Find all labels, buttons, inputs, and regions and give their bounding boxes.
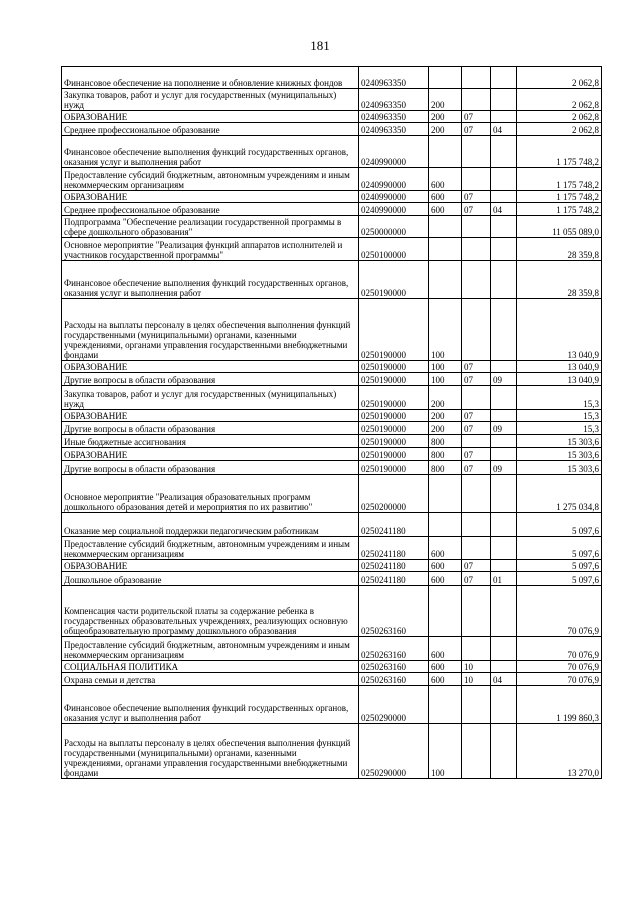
- row-expense-type: 100: [429, 361, 462, 373]
- row-expense-type: [429, 136, 462, 168]
- row-name: СОЦИАЛЬНАЯ ПОЛИТИКА: [62, 661, 359, 673]
- table-row: [62, 673, 602, 686]
- row-expense-type: 600: [429, 191, 462, 203]
- table-row: [62, 560, 602, 572]
- row-expense-type: 100: [429, 724, 462, 779]
- row-name: ОБРАЗОВАНИЕ: [62, 361, 359, 373]
- row-code: 0240963350: [359, 89, 429, 111]
- row-subsection: 01: [491, 572, 517, 586]
- row-section: [462, 637, 491, 661]
- table-row: [62, 661, 602, 673]
- row-section: [462, 686, 491, 724]
- row-subsection: [491, 724, 517, 779]
- row-expense-type: 200: [429, 386, 462, 410]
- row-code: 0250100000: [359, 238, 429, 261]
- row-section: [462, 238, 491, 261]
- row-name: Закупка товаров, работ и услуг для государственных (муниципальных) нужд: [62, 89, 359, 111]
- row-subsection: [491, 238, 517, 261]
- table-row: [62, 111, 602, 123]
- row-name: Предоставление субсидий бюджетным, автономным учреждениям и иным некоммерческим организациям: [62, 168, 359, 191]
- row-expense-type: 200: [429, 111, 462, 123]
- row-amount: 70 076,9: [517, 661, 602, 673]
- row-code: 0240963350: [359, 111, 429, 123]
- row-code: 0250190000: [359, 386, 429, 410]
- row-expense-type: 200: [429, 123, 462, 136]
- row-expense-type: [429, 513, 462, 537]
- row-code: 0250241180: [359, 572, 429, 586]
- row-expense-type: [429, 475, 462, 513]
- row-amount: 1 175 748,2: [517, 136, 602, 168]
- row-name: Подпрограмма "Обеспечение реализации государственной программы в сфере дошкольного образования": [62, 216, 359, 238]
- row-amount: 1 175 748,2: [517, 203, 602, 216]
- row-amount: 1 175 748,2: [517, 191, 602, 203]
- row-code: 0240963350: [359, 67, 429, 89]
- row-expense-type: [429, 261, 462, 299]
- row-section: [462, 537, 491, 560]
- table-row: [62, 191, 602, 203]
- row-name: Компенсация части родительской платы за содержание ребенка в государственных образовательных учреждениях, реализующих основную общеобразовательную программу дошкольного образования: [62, 586, 359, 637]
- row-code: 0250190000: [359, 448, 429, 461]
- row-name: Среднее профессиональное образование: [62, 203, 359, 216]
- row-amount: 2 062,8: [517, 67, 602, 89]
- row-expense-type: 800: [429, 435, 462, 448]
- page-number: 181: [310, 38, 330, 53]
- row-amount: 5 097,6: [517, 572, 602, 586]
- row-code: 0250241180: [359, 560, 429, 572]
- row-code: 0250000000: [359, 216, 429, 238]
- row-amount: 5 097,6: [517, 513, 602, 537]
- row-name: Расходы на выплаты персоналу в целях обеспечения выполнения функций государственными (муниципальными) органами, казенными учреждениями, органами управления государственными внебюджетными фондами: [62, 724, 359, 779]
- row-expense-type: [429, 216, 462, 238]
- row-subsection: [491, 448, 517, 461]
- row-amount: 1 275 034,8: [517, 475, 602, 513]
- table-row: [62, 637, 602, 661]
- row-amount: 28 359,8: [517, 261, 602, 299]
- row-subsection: [491, 361, 517, 373]
- row-section: [462, 67, 491, 89]
- row-expense-type: 600: [429, 572, 462, 586]
- row-subsection: 04: [491, 203, 517, 216]
- row-amount: 28 359,8: [517, 238, 602, 261]
- row-expense-type: [429, 686, 462, 724]
- row-amount: 1 199 860,3: [517, 686, 602, 724]
- row-subsection: 09: [491, 422, 517, 435]
- table-row: [62, 203, 602, 216]
- row-code: 0250190000: [359, 261, 429, 299]
- row-code: 0240990000: [359, 136, 429, 168]
- row-subsection: [491, 386, 517, 410]
- row-name: ОБРАЗОВАНИЕ: [62, 111, 359, 123]
- row-name: Финансовое обеспечение выполнения функций государственных органов, оказания услуг и выполнения работ: [62, 136, 359, 168]
- table-row: [62, 136, 602, 168]
- row-section: 07: [462, 422, 491, 435]
- row-subsection: [491, 637, 517, 661]
- row-subsection: [491, 435, 517, 448]
- row-name: Предоставление субсидий бюджетным, автономным учреждениям и иным некоммерческим организациям: [62, 537, 359, 560]
- table-row: [62, 461, 602, 475]
- table-row: [62, 448, 602, 461]
- row-expense-type: [429, 238, 462, 261]
- row-code: 0240990000: [359, 191, 429, 203]
- row-amount: 2 062,8: [517, 89, 602, 111]
- row-expense-type: 600: [429, 637, 462, 661]
- row-section: 07: [462, 123, 491, 136]
- row-code: 0250241180: [359, 537, 429, 560]
- row-section: [462, 299, 491, 361]
- row-name: ОБРАЗОВАНИЕ: [62, 410, 359, 422]
- row-name: Финансовое обеспечение выполнения функций государственных органов, оказания услуг и выполнения работ: [62, 686, 359, 724]
- row-expense-type: 600: [429, 168, 462, 191]
- row-name: Финансовое обеспечение на пополнение и обновление книжных фондов: [62, 67, 359, 89]
- row-amount: 1 175 748,2: [517, 168, 602, 191]
- row-expense-type: 600: [429, 560, 462, 572]
- row-subsection: [491, 661, 517, 673]
- budget-table: [61, 66, 602, 779]
- row-subsection: [491, 136, 517, 168]
- row-subsection: [491, 67, 517, 89]
- row-code: 0250190000: [359, 461, 429, 475]
- row-expense-type: 100: [429, 299, 462, 361]
- row-subsection: [491, 586, 517, 637]
- row-name: ОБРАЗОВАНИЕ: [62, 560, 359, 572]
- row-code: 0250190000: [359, 435, 429, 448]
- table-row: [62, 168, 602, 191]
- row-section: [462, 136, 491, 168]
- row-section: 07: [462, 373, 491, 386]
- row-name: Расходы на выплаты персоналу в целях обеспечения выполнения функций государственными (муниципальными) органами, казенными учреждениями, органами управления государственными внебюджетными фондами: [62, 299, 359, 361]
- row-subsection: [491, 410, 517, 422]
- table-row: [62, 410, 602, 422]
- row-name: Иные бюджетные ассигнования: [62, 435, 359, 448]
- row-name: Среднее профессиональное образование: [62, 123, 359, 136]
- row-subsection: [491, 475, 517, 513]
- row-section: [462, 475, 491, 513]
- row-section: [462, 386, 491, 410]
- row-expense-type: 600: [429, 203, 462, 216]
- row-name: ОБРАЗОВАНИЕ: [62, 448, 359, 461]
- row-amount: 5 097,6: [517, 560, 602, 572]
- table-row: [62, 537, 602, 560]
- row-amount: 15 303,6: [517, 435, 602, 448]
- row-name: Другие вопросы в области образования: [62, 422, 359, 435]
- row-section: 07: [462, 203, 491, 216]
- budget-table-body: [62, 67, 602, 779]
- row-section: 07: [462, 410, 491, 422]
- row-subsection: [491, 513, 517, 537]
- row-subsection: 04: [491, 123, 517, 136]
- row-name: Закупка товаров, работ и услуг для государственных (муниципальных) нужд: [62, 386, 359, 410]
- table-row: [62, 261, 602, 299]
- row-expense-type: 800: [429, 461, 462, 475]
- row-section: 10: [462, 661, 491, 673]
- row-section: [462, 724, 491, 779]
- row-amount: 5 097,6: [517, 537, 602, 560]
- row-amount: 15 303,6: [517, 448, 602, 461]
- row-name: Дошкольное образование: [62, 572, 359, 586]
- row-section: 07: [462, 191, 491, 203]
- row-code: 0250290000: [359, 686, 429, 724]
- row-amount: 70 076,9: [517, 673, 602, 686]
- row-expense-type: 800: [429, 448, 462, 461]
- table-row: [62, 724, 602, 779]
- row-code: 0240990000: [359, 168, 429, 191]
- row-code: 0250190000: [359, 410, 429, 422]
- row-name: Предоставление субсидий бюджетным, автономным учреждениям и иным некоммерческим организациям: [62, 637, 359, 661]
- row-section: 07: [462, 560, 491, 572]
- row-code: 0250190000: [359, 299, 429, 361]
- table-row: [62, 216, 602, 238]
- row-amount: 11 055 089,0: [517, 216, 602, 238]
- table-row: [62, 123, 602, 136]
- row-section: 07: [462, 111, 491, 123]
- row-section: [462, 168, 491, 191]
- row-expense-type: [429, 67, 462, 89]
- row-subsection: 09: [491, 461, 517, 475]
- row-section: [462, 261, 491, 299]
- row-subsection: [491, 537, 517, 560]
- row-subsection: 09: [491, 373, 517, 386]
- row-code: 0250263160: [359, 586, 429, 637]
- table-row: [62, 686, 602, 724]
- row-expense-type: 200: [429, 422, 462, 435]
- row-code: 0250190000: [359, 422, 429, 435]
- table-row: [62, 386, 602, 410]
- row-amount: 15,3: [517, 410, 602, 422]
- row-expense-type: 600: [429, 537, 462, 560]
- row-amount: 2 062,8: [517, 123, 602, 136]
- row-expense-type: [429, 586, 462, 637]
- row-amount: 70 076,9: [517, 586, 602, 637]
- table-row: [62, 435, 602, 448]
- table-row: [62, 361, 602, 373]
- row-amount: 13 040,9: [517, 373, 602, 386]
- row-subsection: [491, 168, 517, 191]
- row-subsection: [491, 89, 517, 111]
- row-section: 10: [462, 673, 491, 686]
- row-code: 0250241180: [359, 513, 429, 537]
- table-row: [62, 586, 602, 637]
- row-subsection: [491, 261, 517, 299]
- row-amount: 15,3: [517, 386, 602, 410]
- row-subsection: [491, 299, 517, 361]
- row-section: [462, 435, 491, 448]
- row-expense-type: 200: [429, 410, 462, 422]
- row-code: 0250290000: [359, 724, 429, 779]
- row-amount: 13 040,9: [517, 299, 602, 361]
- row-section: 07: [462, 448, 491, 461]
- row-name: ОБРАЗОВАНИЕ: [62, 191, 359, 203]
- row-section: 07: [462, 572, 491, 586]
- row-code: 0250263160: [359, 661, 429, 673]
- row-code: 0250263160: [359, 673, 429, 686]
- row-section: [462, 216, 491, 238]
- row-subsection: [491, 560, 517, 572]
- row-code: 0250200000: [359, 475, 429, 513]
- row-name: Основное мероприятие "Реализация образовательных программ дошкольного образования детей и мероприятия по их развитию": [62, 475, 359, 513]
- row-amount: 2 062,8: [517, 111, 602, 123]
- row-section: [462, 89, 491, 111]
- row-code: 0240990000: [359, 203, 429, 216]
- table-row: [62, 373, 602, 386]
- table-row: [62, 475, 602, 513]
- row-amount: 70 076,9: [517, 637, 602, 661]
- row-name: Другие вопросы в области образования: [62, 461, 359, 475]
- row-code: 0250190000: [359, 361, 429, 373]
- row-amount: 15 303,6: [517, 461, 602, 475]
- table-row: [62, 422, 602, 435]
- table-row: [62, 238, 602, 261]
- row-subsection: [491, 686, 517, 724]
- row-section: [462, 586, 491, 637]
- table-row: [62, 89, 602, 111]
- table-row: [62, 299, 602, 361]
- row-amount: 13 040,9: [517, 361, 602, 373]
- row-amount: 15,3: [517, 422, 602, 435]
- table-row: [62, 572, 602, 586]
- row-name: Оказание мер социальной поддержки педагогическим работникам: [62, 513, 359, 537]
- row-name: Финансовое обеспечение выполнения функций государственных органов, оказания услуг и выполнения работ: [62, 261, 359, 299]
- row-section: 07: [462, 461, 491, 475]
- table-row: [62, 513, 602, 537]
- row-expense-type: 600: [429, 661, 462, 673]
- table-row: [62, 67, 602, 89]
- row-subsection: [491, 191, 517, 203]
- row-code: 0250190000: [359, 373, 429, 386]
- row-amount: 13 270,0: [517, 724, 602, 779]
- row-code: 0250263160: [359, 637, 429, 661]
- row-name: Охрана семьи и детства: [62, 673, 359, 686]
- row-section: 07: [462, 361, 491, 373]
- row-section: [462, 513, 491, 537]
- row-expense-type: 200: [429, 89, 462, 111]
- row-expense-type: 100: [429, 373, 462, 386]
- row-subsection: 04: [491, 673, 517, 686]
- row-name: Другие вопросы в области образования: [62, 373, 359, 386]
- row-subsection: [491, 216, 517, 238]
- row-name: Основное мероприятие "Реализация функций аппаратов исполнителей и участников государственной программы": [62, 238, 359, 261]
- row-expense-type: 600: [429, 673, 462, 686]
- row-subsection: [491, 111, 517, 123]
- row-code: 0240963350: [359, 123, 429, 136]
